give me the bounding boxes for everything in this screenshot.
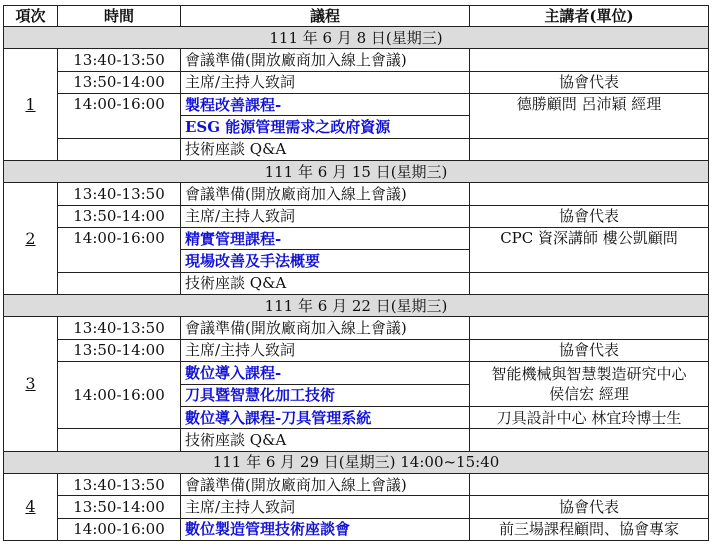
agenda-cell: 主席/主持人致詞 <box>181 339 470 361</box>
time-cell: 13:40-13:50 <box>58 183 181 205</box>
speaker-cell: 德勝顧問 呂沛穎 經理 <box>470 94 709 139</box>
session-date-row <box>4 451 709 473</box>
session-date-row <box>4 295 709 317</box>
session-number <box>4 183 58 295</box>
course-cell: 數位導入課程-刀具管理系統 <box>181 406 470 428</box>
speaker-cell: 協會代表 <box>470 205 709 227</box>
session-number <box>4 473 58 540</box>
speaker-cell <box>470 362 709 407</box>
course-line-1: 製程改善課程- <box>181 94 470 116</box>
time-cell: 13:50-14:00 <box>58 496 181 518</box>
speaker-line-2: 侯信宏 經理 <box>549 385 629 403</box>
table-row <box>4 205 709 227</box>
table-row <box>4 473 709 495</box>
speaker-cell: 前三場課程顧問、協會專家 <box>470 518 709 540</box>
time-cell: 13:50-14:00 <box>58 71 181 93</box>
table-row <box>4 496 709 518</box>
table-row <box>4 228 709 250</box>
course-line-2: 刀具暨智慧化加工技術 <box>181 384 470 406</box>
agenda-table <box>3 5 709 541</box>
session-date-row <box>4 161 709 183</box>
header-num: 項次 <box>4 6 58 27</box>
speaker-cell: 協會代表 <box>470 339 709 361</box>
table-row <box>4 518 709 540</box>
speaker-cell: 協會代表 <box>470 496 709 518</box>
time-cell: 13:40-13:50 <box>58 473 181 495</box>
session-number <box>4 317 58 451</box>
speaker-cell: 刀具設計中心 林宜玲博士生 <box>470 406 709 428</box>
header-speaker: 主講者(單位) <box>470 6 709 27</box>
header-time: 時間 <box>58 6 181 27</box>
course-line-1: 精實管理課程- <box>181 228 470 250</box>
speaker-cell-empty <box>470 138 709 160</box>
session-date: 111 年 6 月 29 日(星期三) 14:00~15:40 <box>4 451 709 473</box>
session-date: 111 年 6 月 22 日(星期三) <box>4 295 709 317</box>
agenda-cell: 主席/主持人致詞 <box>181 496 470 518</box>
table-row <box>4 71 709 93</box>
speaker-cell: CPC 資深講師 樓公凱顧問 <box>470 228 709 273</box>
agenda-cell: 會議準備(開放廠商加入線上會議) <box>181 183 470 205</box>
time-cell: 13:40-13:50 <box>58 317 181 339</box>
session-number-text: 4 <box>25 496 36 516</box>
time-cell-empty <box>58 429 181 451</box>
speaker-cell <box>470 183 709 205</box>
time-cell: 13:50-14:00 <box>58 205 181 227</box>
table-row <box>4 362 709 384</box>
table-row <box>4 272 709 294</box>
speaker-cell: 協會代表 <box>470 71 709 93</box>
agenda-cell: 主席/主持人致詞 <box>181 71 470 93</box>
session-number <box>4 49 58 161</box>
table-row <box>4 49 709 71</box>
speaker-cell <box>470 473 709 495</box>
table-row <box>4 339 709 361</box>
time-cell: 13:50-14:00 <box>58 339 181 361</box>
course-line-2: 現場改善及手法概要 <box>181 250 470 272</box>
speaker-cell <box>470 49 709 71</box>
agenda-cell: 會議準備(開放廠商加入線上會議) <box>181 317 470 339</box>
session-number-text: 2 <box>25 228 36 248</box>
speaker-cell <box>470 317 709 339</box>
table-row <box>4 138 709 160</box>
speaker-cell-empty <box>470 429 709 451</box>
session-number-text: 3 <box>25 374 36 393</box>
agenda-cell: 技術座談 Q&A <box>181 272 470 294</box>
header-row <box>4 6 709 27</box>
time-cell: 14:00-16:00 <box>58 518 181 540</box>
time-cell: 13:40-13:50 <box>58 49 181 71</box>
time-cell: 14:00-16:00 <box>58 228 181 273</box>
table-row <box>4 183 709 205</box>
agenda-cell: 主席/主持人致詞 <box>181 205 470 227</box>
session-date-row <box>4 27 709 49</box>
agenda-cell: 技術座談 Q&A <box>181 138 470 160</box>
session-number-text: 1 <box>25 94 36 114</box>
table-row <box>4 94 709 116</box>
agenda-cell: 技術座談 Q&A <box>181 429 470 451</box>
agenda-cell: 會議準備(開放廠商加入線上會議) <box>181 473 470 495</box>
time-cell-empty <box>58 272 181 294</box>
course-line-1: 數位導入課程- <box>181 362 470 384</box>
agenda-cell: 會議準備(開放廠商加入線上會議) <box>181 49 470 71</box>
session-date: 111 年 6 月 15 日(星期三) <box>4 161 709 183</box>
time-cell-empty <box>58 138 181 160</box>
course-line-2: ESG 能源管理需求之政府資源 <box>181 116 470 138</box>
header-agenda: 議程 <box>181 6 470 27</box>
time-cell: 14:00-16:00 <box>58 362 181 429</box>
session-date: 111 年 6 月 8 日(星期三) <box>4 27 709 49</box>
time-cell: 14:00-16:00 <box>58 94 181 139</box>
speaker-line-1: 智能機械與智慧製造研究中心 <box>491 365 687 383</box>
table-row <box>4 317 709 339</box>
speaker-cell-empty <box>470 272 709 294</box>
course-cell: 數位製造管理技術座談會 <box>181 518 470 540</box>
table-row <box>4 429 709 451</box>
